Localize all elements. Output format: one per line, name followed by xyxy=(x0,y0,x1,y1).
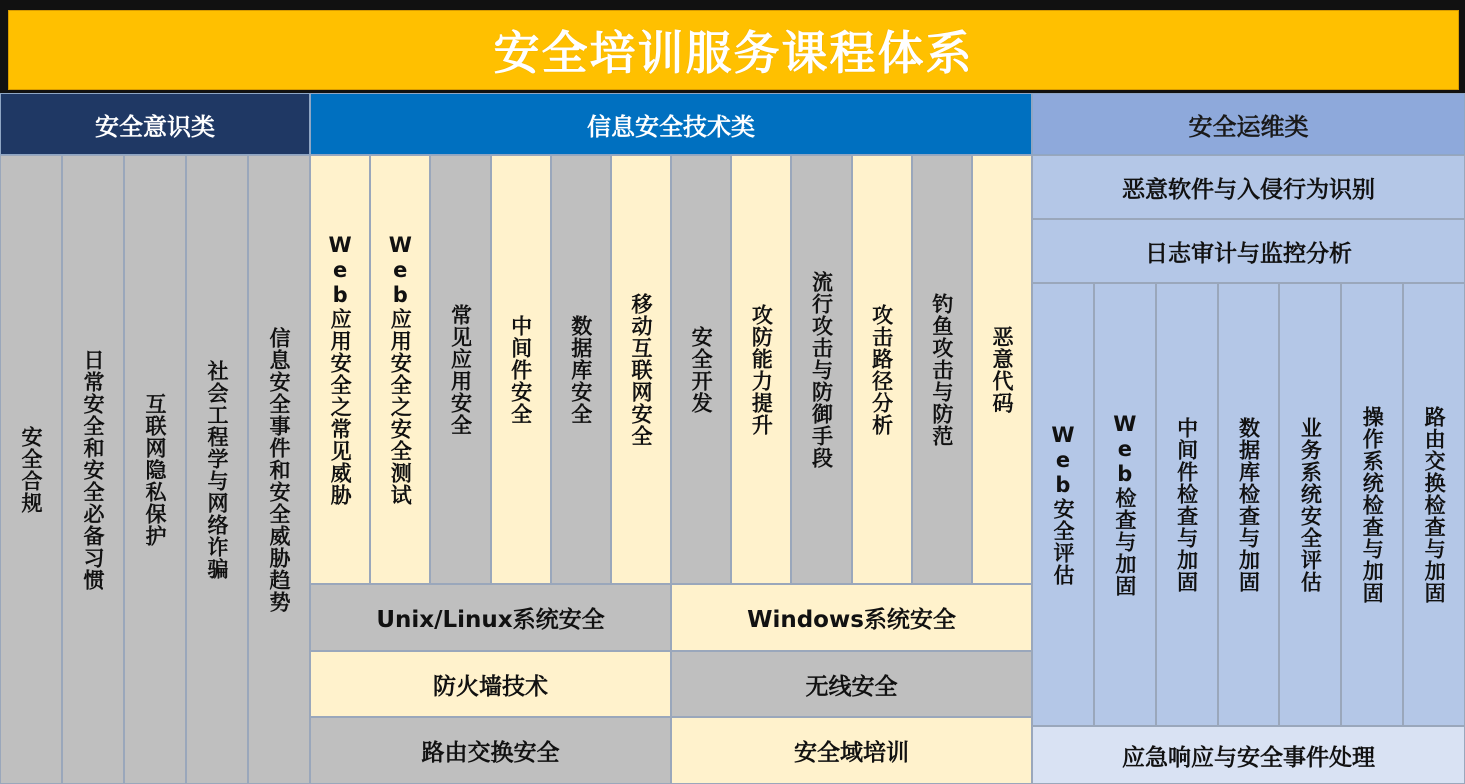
column-awareness xyxy=(0,93,310,784)
ops-course-grid xyxy=(1032,283,1465,726)
tech-course-grid xyxy=(310,155,1032,584)
course-cell[interactable]: 数据库检查与加固 xyxy=(1218,283,1280,726)
course-cell[interactable]: Unix/Linux系统安全 xyxy=(310,584,671,651)
course-cell[interactable]: 路由交换检查与加固 xyxy=(1403,283,1465,726)
course-cell[interactable]: 社会工程学与网络诈骗 xyxy=(186,155,248,784)
course-cell[interactable]: 路由交换安全 xyxy=(310,717,671,784)
course-cell[interactable]: 恶意软件与入侵行为识别 xyxy=(1032,155,1465,219)
course-cell[interactable]: 无线安全 xyxy=(671,651,1032,718)
course-cell[interactable]: 攻防能力提升 xyxy=(731,155,791,584)
course-cell[interactable]: 中间件安全 xyxy=(491,155,551,584)
page-title-text: 安全培训服务课程体系 xyxy=(493,26,974,80)
course-cell[interactable]: 日志审计与监控分析 xyxy=(1032,219,1465,283)
column-header-tech: 信息安全技术类 xyxy=(310,93,1032,155)
column-ops xyxy=(1032,93,1465,784)
course-cell[interactable]: 攻击路径分析 xyxy=(852,155,912,584)
course-cell[interactable]: Web检查与加固 xyxy=(1094,283,1156,726)
column-body-tech xyxy=(310,155,1032,784)
course-cell[interactable]: 移动互联网安全 xyxy=(611,155,671,584)
course-cell[interactable]: 中间件检查与加固 xyxy=(1156,283,1218,726)
tech-system-row xyxy=(310,717,1032,784)
course-cell[interactable]: 防火墙技术 xyxy=(310,651,671,718)
course-cell[interactable]: Windows系统安全 xyxy=(671,584,1032,651)
course-cell[interactable]: 安全域培训 xyxy=(671,717,1032,784)
course-cell[interactable]: 信息安全事件和安全威胁趋势 xyxy=(248,155,310,784)
tech-system-rows xyxy=(310,584,1032,784)
course-cell[interactable]: 常见应用安全 xyxy=(430,155,490,584)
column-body-awareness xyxy=(0,155,310,784)
course-cell[interactable]: 操作系统检查与加固 xyxy=(1341,283,1403,726)
page-title xyxy=(8,10,1459,90)
column-body-ops xyxy=(1032,155,1465,784)
course-cell[interactable]: 安全开发 xyxy=(671,155,731,584)
columns-band xyxy=(0,93,1465,784)
course-cell[interactable]: 恶意代码 xyxy=(972,155,1032,584)
course-cell[interactable]: Web应用安全之常见威胁 xyxy=(310,155,370,584)
course-cell[interactable]: Web应用安全之安全测试 xyxy=(370,155,430,584)
column-tech xyxy=(310,93,1032,784)
column-header-awareness: 安全意识类 xyxy=(0,93,310,155)
course-cell[interactable]: 钓鱼攻击与防范 xyxy=(912,155,972,584)
course-cell[interactable]: 互联网隐私保护 xyxy=(124,155,186,784)
course-cell[interactable]: 业务系统安全评估 xyxy=(1279,283,1341,726)
course-cell[interactable]: Web安全评估 xyxy=(1032,283,1094,726)
course-cell[interactable]: 流行攻击与防御手段 xyxy=(791,155,851,584)
course-cell[interactable]: 日常安全和安全必备习惯 xyxy=(62,155,124,784)
tech-system-row xyxy=(310,584,1032,651)
course-cell[interactable]: 安全合规 xyxy=(0,155,62,784)
column-header-ops: 安全运维类 xyxy=(1032,93,1465,155)
course-cell[interactable]: 应急响应与安全事件处理 xyxy=(1032,726,1465,784)
tech-system-row xyxy=(310,651,1032,718)
course-cell[interactable]: 数据库安全 xyxy=(551,155,611,584)
